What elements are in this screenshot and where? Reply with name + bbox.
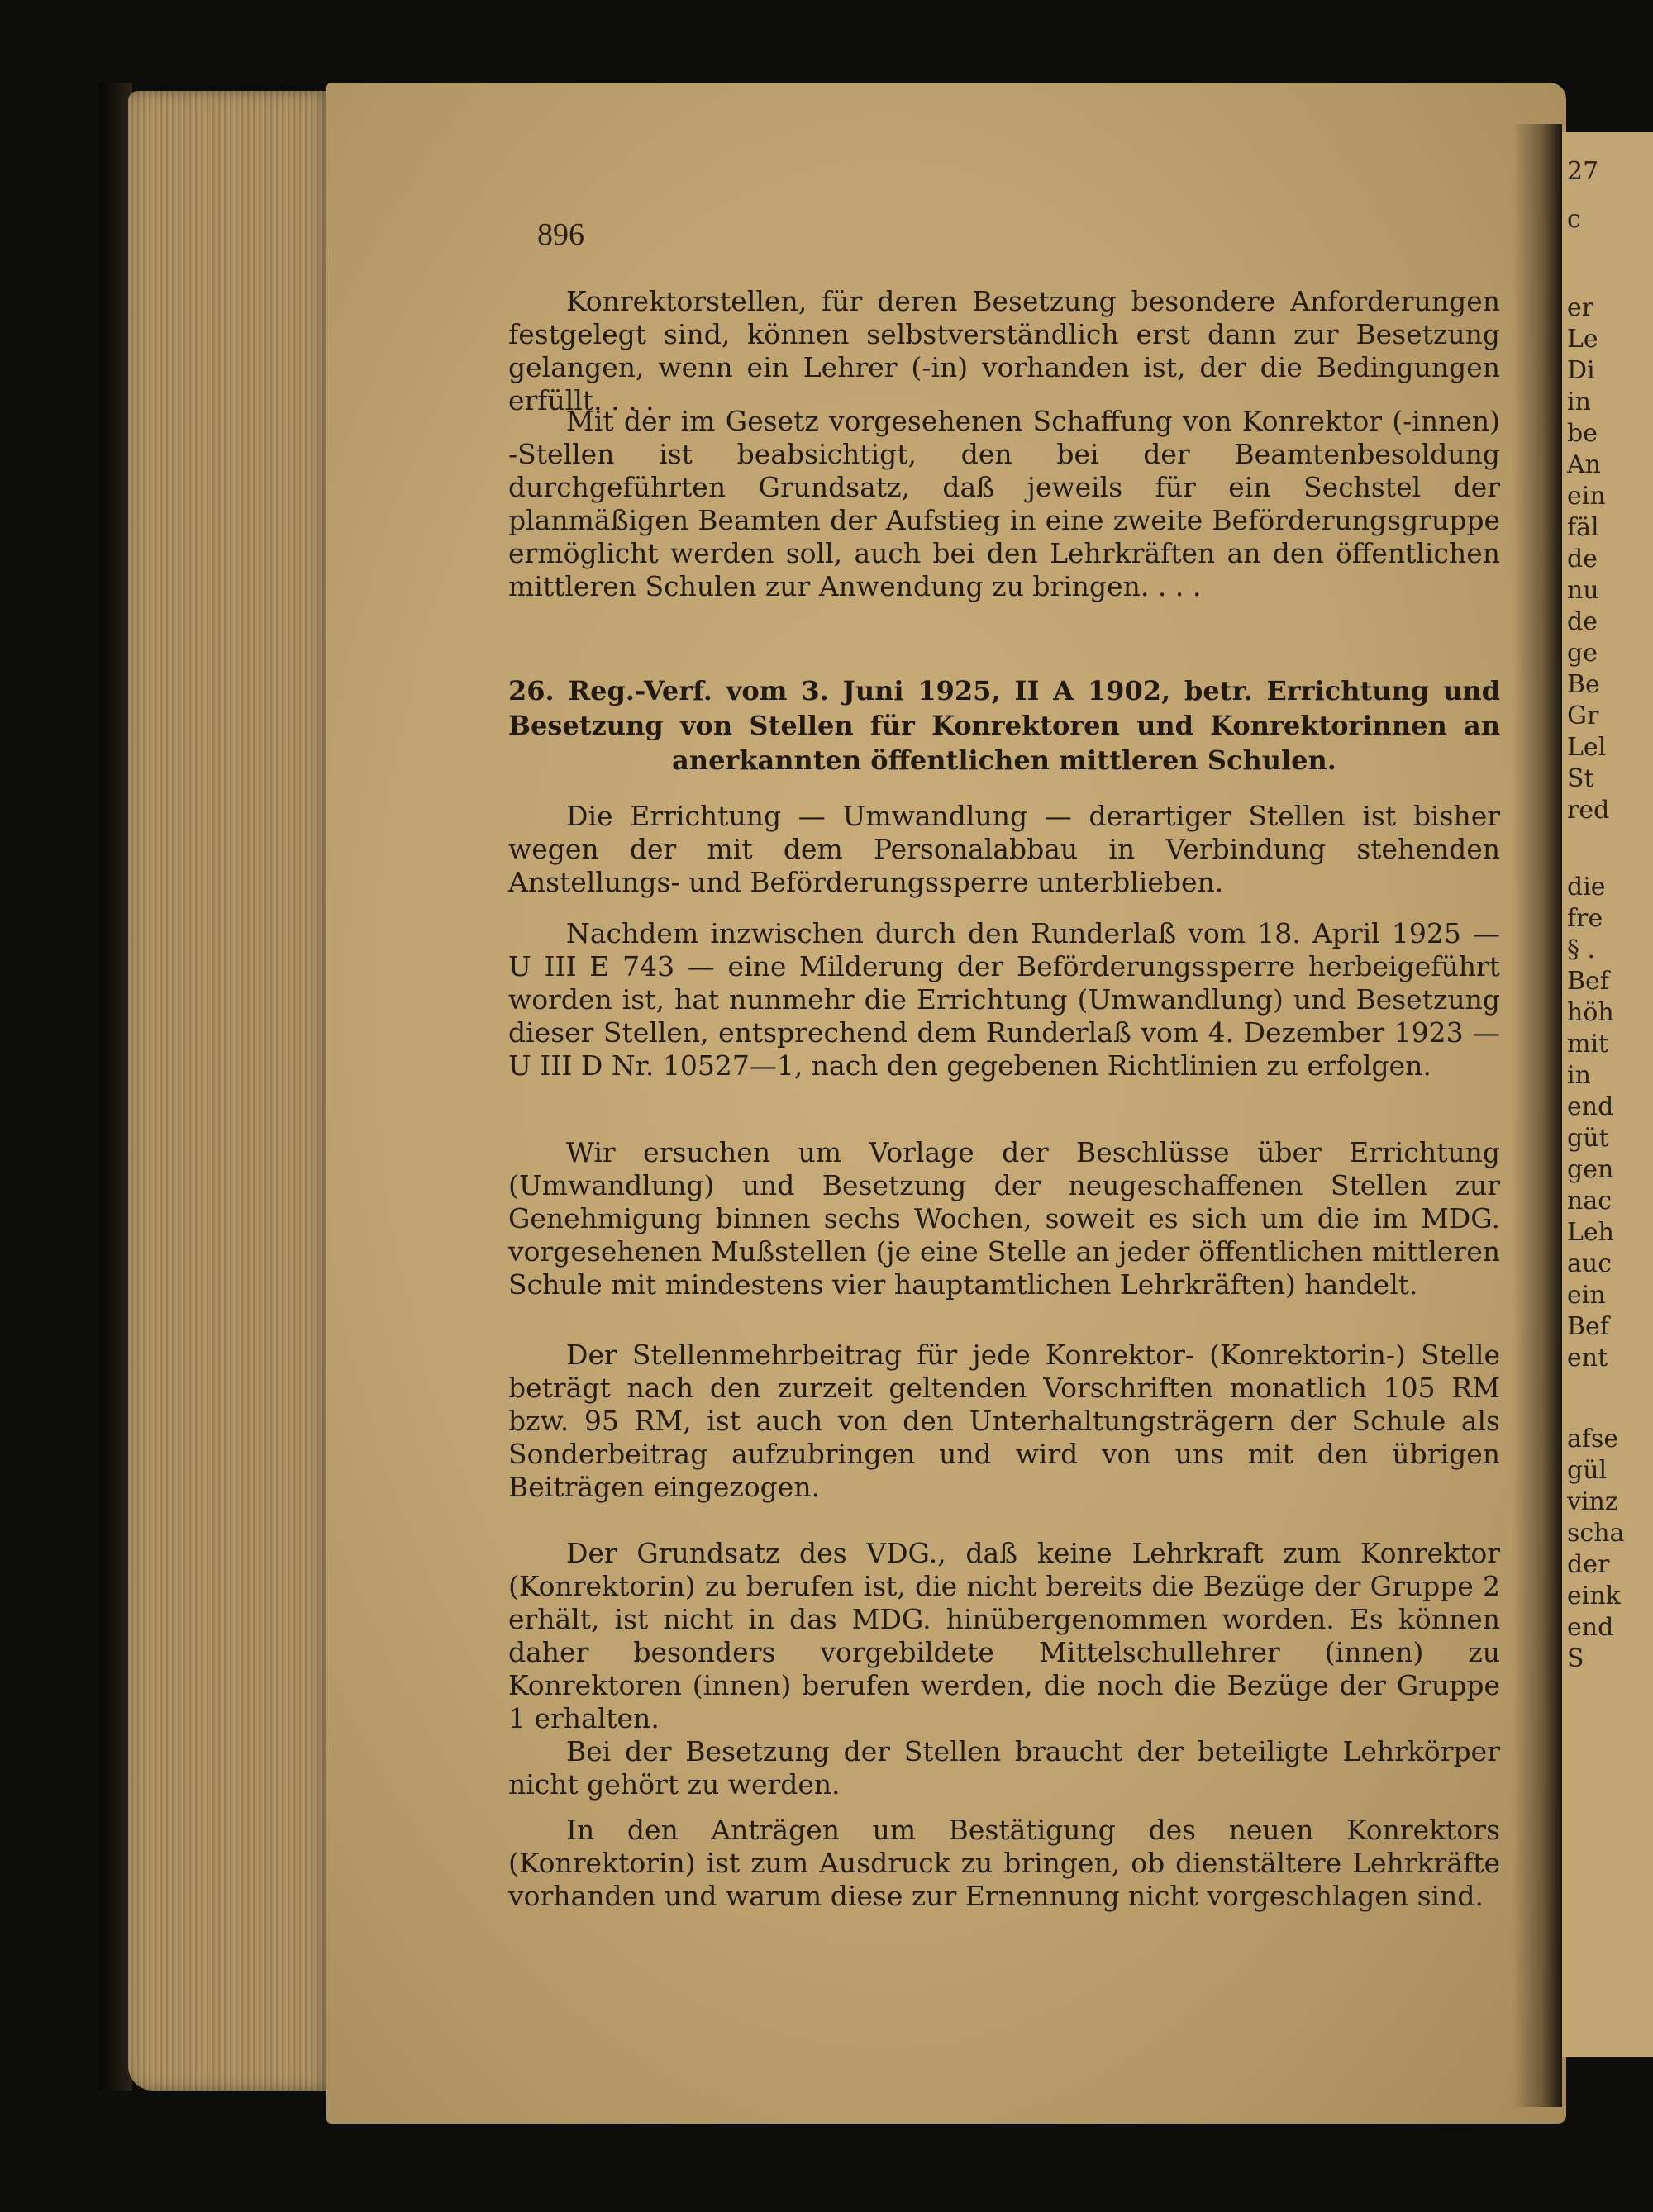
facing-page-fragment [1562, 132, 1653, 2057]
facing-page-text-fragment: end [1567, 1613, 1614, 1642]
facing-page-text-fragment: be [1567, 419, 1598, 448]
facing-page-text-fragment: de [1567, 545, 1598, 573]
facing-page-text-fragment: Di [1567, 356, 1595, 385]
body-paragraph: Wir ersuchen um Vorlage der Beschlüsse über Errichtung (Umwandlung) und Besetzung der neugeschaffenen Stellen zur Genehmigung binnen sechs Wochen, soweit es sich um die im MDG. vorgesehenen Mußstellen (je eine Stelle an jeder öffentlichen mittleren Schule mit mindestens vier hauptamtlichen Lehrkräften) handelt. [508, 1136, 1500, 1301]
facing-page-text-fragment: c [1567, 205, 1581, 234]
facing-page-text-fragment: § . [1567, 935, 1596, 964]
facing-page-text-fragment: in [1567, 1061, 1591, 1090]
body-paragraph: Die Errichtung — Umwandlung — derartiger Stellen ist bisher wegen der mit dem Personalabbau in Verbindung stehenden Anstellungs- und Beförderungssperre unterblieben. [508, 800, 1500, 898]
page-number: 896 [537, 217, 584, 252]
facing-page-text-fragment: fre [1567, 904, 1603, 933]
page-stack-edge [128, 91, 331, 2091]
facing-page-text-fragment: Be [1567, 670, 1600, 699]
facing-page-text-fragment: gen [1567, 1155, 1614, 1184]
facing-page-text-fragment: scha [1567, 1519, 1625, 1548]
facing-page-text-fragment: red [1567, 796, 1610, 825]
facing-page-text-fragment: Bef [1567, 1312, 1609, 1341]
body-paragraph: In den Anträgen um Bestätigung des neuen Konrektors (Konrektorin) ist zum Ausdruck zu bringen, ob dienstältere Lehrkräfte vorhanden und warum diese zur Ernennung nicht vorgeschlagen sind. [508, 1814, 1500, 1912]
facing-page-text-fragment: ge [1567, 639, 1598, 668]
facing-page-text-fragment: mit [1567, 1030, 1609, 1058]
facing-page-text-fragment: eink [1567, 1582, 1621, 1610]
facing-page-text-fragment: Bef [1567, 967, 1609, 996]
facing-page-text-fragment: S [1567, 1644, 1584, 1673]
facing-page-text-fragment: in [1567, 388, 1591, 416]
body-paragraph: Bei der Besetzung der Stellen braucht der beteiligte Lehrkörper nicht gehört zu werden. [508, 1735, 1500, 1801]
facing-page-text-fragment: Leh [1567, 1218, 1614, 1247]
facing-page-text-fragment: An [1567, 450, 1601, 479]
facing-page-text-fragment: auc [1567, 1249, 1613, 1278]
facing-page-text-fragment: er [1567, 293, 1594, 322]
facing-page-text-fragment: end [1567, 1092, 1614, 1121]
facing-page-text-fragment: Le [1567, 325, 1598, 354]
body-paragraph: Nachdem inzwischen durch den Runderlaß vom 18. April 1925 — U III E 743 — eine Milderung der Beförderungssperre herbeigeführt worden ist, hat nunmehr die Errichtung (Umwandlung) und Besetzung dieser Stellen, entsprechend dem Runderlaß vom 4. Dezember 1923 — U III D Nr. 10527—1, nach den gegebenen Richtlinien zu erfolgen. [508, 917, 1500, 1082]
facing-page-text-fragment: ent [1567, 1344, 1608, 1372]
facing-page-text-fragment: de [1567, 607, 1598, 636]
facing-page-text-fragment: St [1567, 764, 1594, 793]
facing-page-text-fragment: ein [1567, 482, 1606, 511]
facing-page-text-fragment: nu [1567, 576, 1599, 605]
facing-page-text-fragment: afse [1567, 1425, 1619, 1453]
body-paragraph: Der Stellenmehrbeitrag für jede Konrektor- (Konrektorin-) Stelle beträgt nach den zurzeit geltenden Vorschriften monatlich 105 RM bzw. 95 RM, ist auch von den Unterhaltungsträgern der Schule als Sonderbeitrag aufzubringen und wird von uns mit den übrigen Beiträgen eingezogen. [508, 1339, 1500, 1503]
facing-page-text-fragment: der [1567, 1550, 1610, 1579]
book-spine-shadow [99, 83, 132, 2091]
section-heading: 26. Reg.-Verf. vom 3. Juni 1925, II A 1902, betr. Errichtung und Besetzung von Stellen für Konrektoren und Konrektorinnen an anerkannten öffentlichen mittleren Schulen. [508, 675, 1500, 776]
facing-page-text-fragment: Lel [1567, 733, 1607, 762]
facing-page-text-fragment: höh [1567, 998, 1614, 1027]
facing-page-text-fragment: ein [1567, 1281, 1606, 1310]
facing-page-text-fragment: Gr [1567, 702, 1599, 730]
continuation-paragraph: Konrektorstellen, für deren Besetzung besondere Anforderungen festgelegt sind, können selbstverständlich erst dann zur Besetzung gelangen, wenn ein Lehrer (-in) vorhanden ist, der die Bedingungen erfüllt. . . . [508, 285, 1500, 416]
page-gutter [1512, 124, 1562, 2107]
facing-page-text-fragment: nac [1567, 1187, 1613, 1215]
body-paragraph: Der Grundsatz des VDG., daß keine Lehrkraft zum Konrektor (Konrektorin) zu berufen ist, die nicht bereits die Bezüge der Gruppe 2 erhält, ist nicht in das MDG. hinübergenommen worden. Es können daher besonders vorgebildete Mittelschullehrer (innen) zu Konrektoren (innen) berufen werden, die noch die Bezüge der Gruppe 1 erhalten. [508, 1537, 1500, 1734]
facing-page-text-fragment: 27 [1567, 157, 1599, 186]
facing-page-text-fragment: fäl [1567, 513, 1599, 542]
facing-page-text-fragment: vinz [1567, 1487, 1618, 1516]
continuation-paragraph: Mit der im Gesetz vorgesehenen Schaffung von Konrektor (-innen) -Stellen ist beabsichtigt, den bei der Beamtenbesoldung durchgeführten Grundsatz, daß jeweils für ein Sechstel der planmäßigen Beamten der Aufstieg in eine zweite Beförderungsgruppe ermöglicht werden soll, auch bei den Lehrkräften an den öffentlichen mittleren Schulen zur Anwendung zu bringen. . . . [508, 405, 1500, 602]
facing-page-text-fragment: die [1567, 873, 1606, 901]
facing-page-text-fragment: güt [1567, 1124, 1609, 1153]
facing-page-text-fragment: gül [1567, 1456, 1608, 1485]
